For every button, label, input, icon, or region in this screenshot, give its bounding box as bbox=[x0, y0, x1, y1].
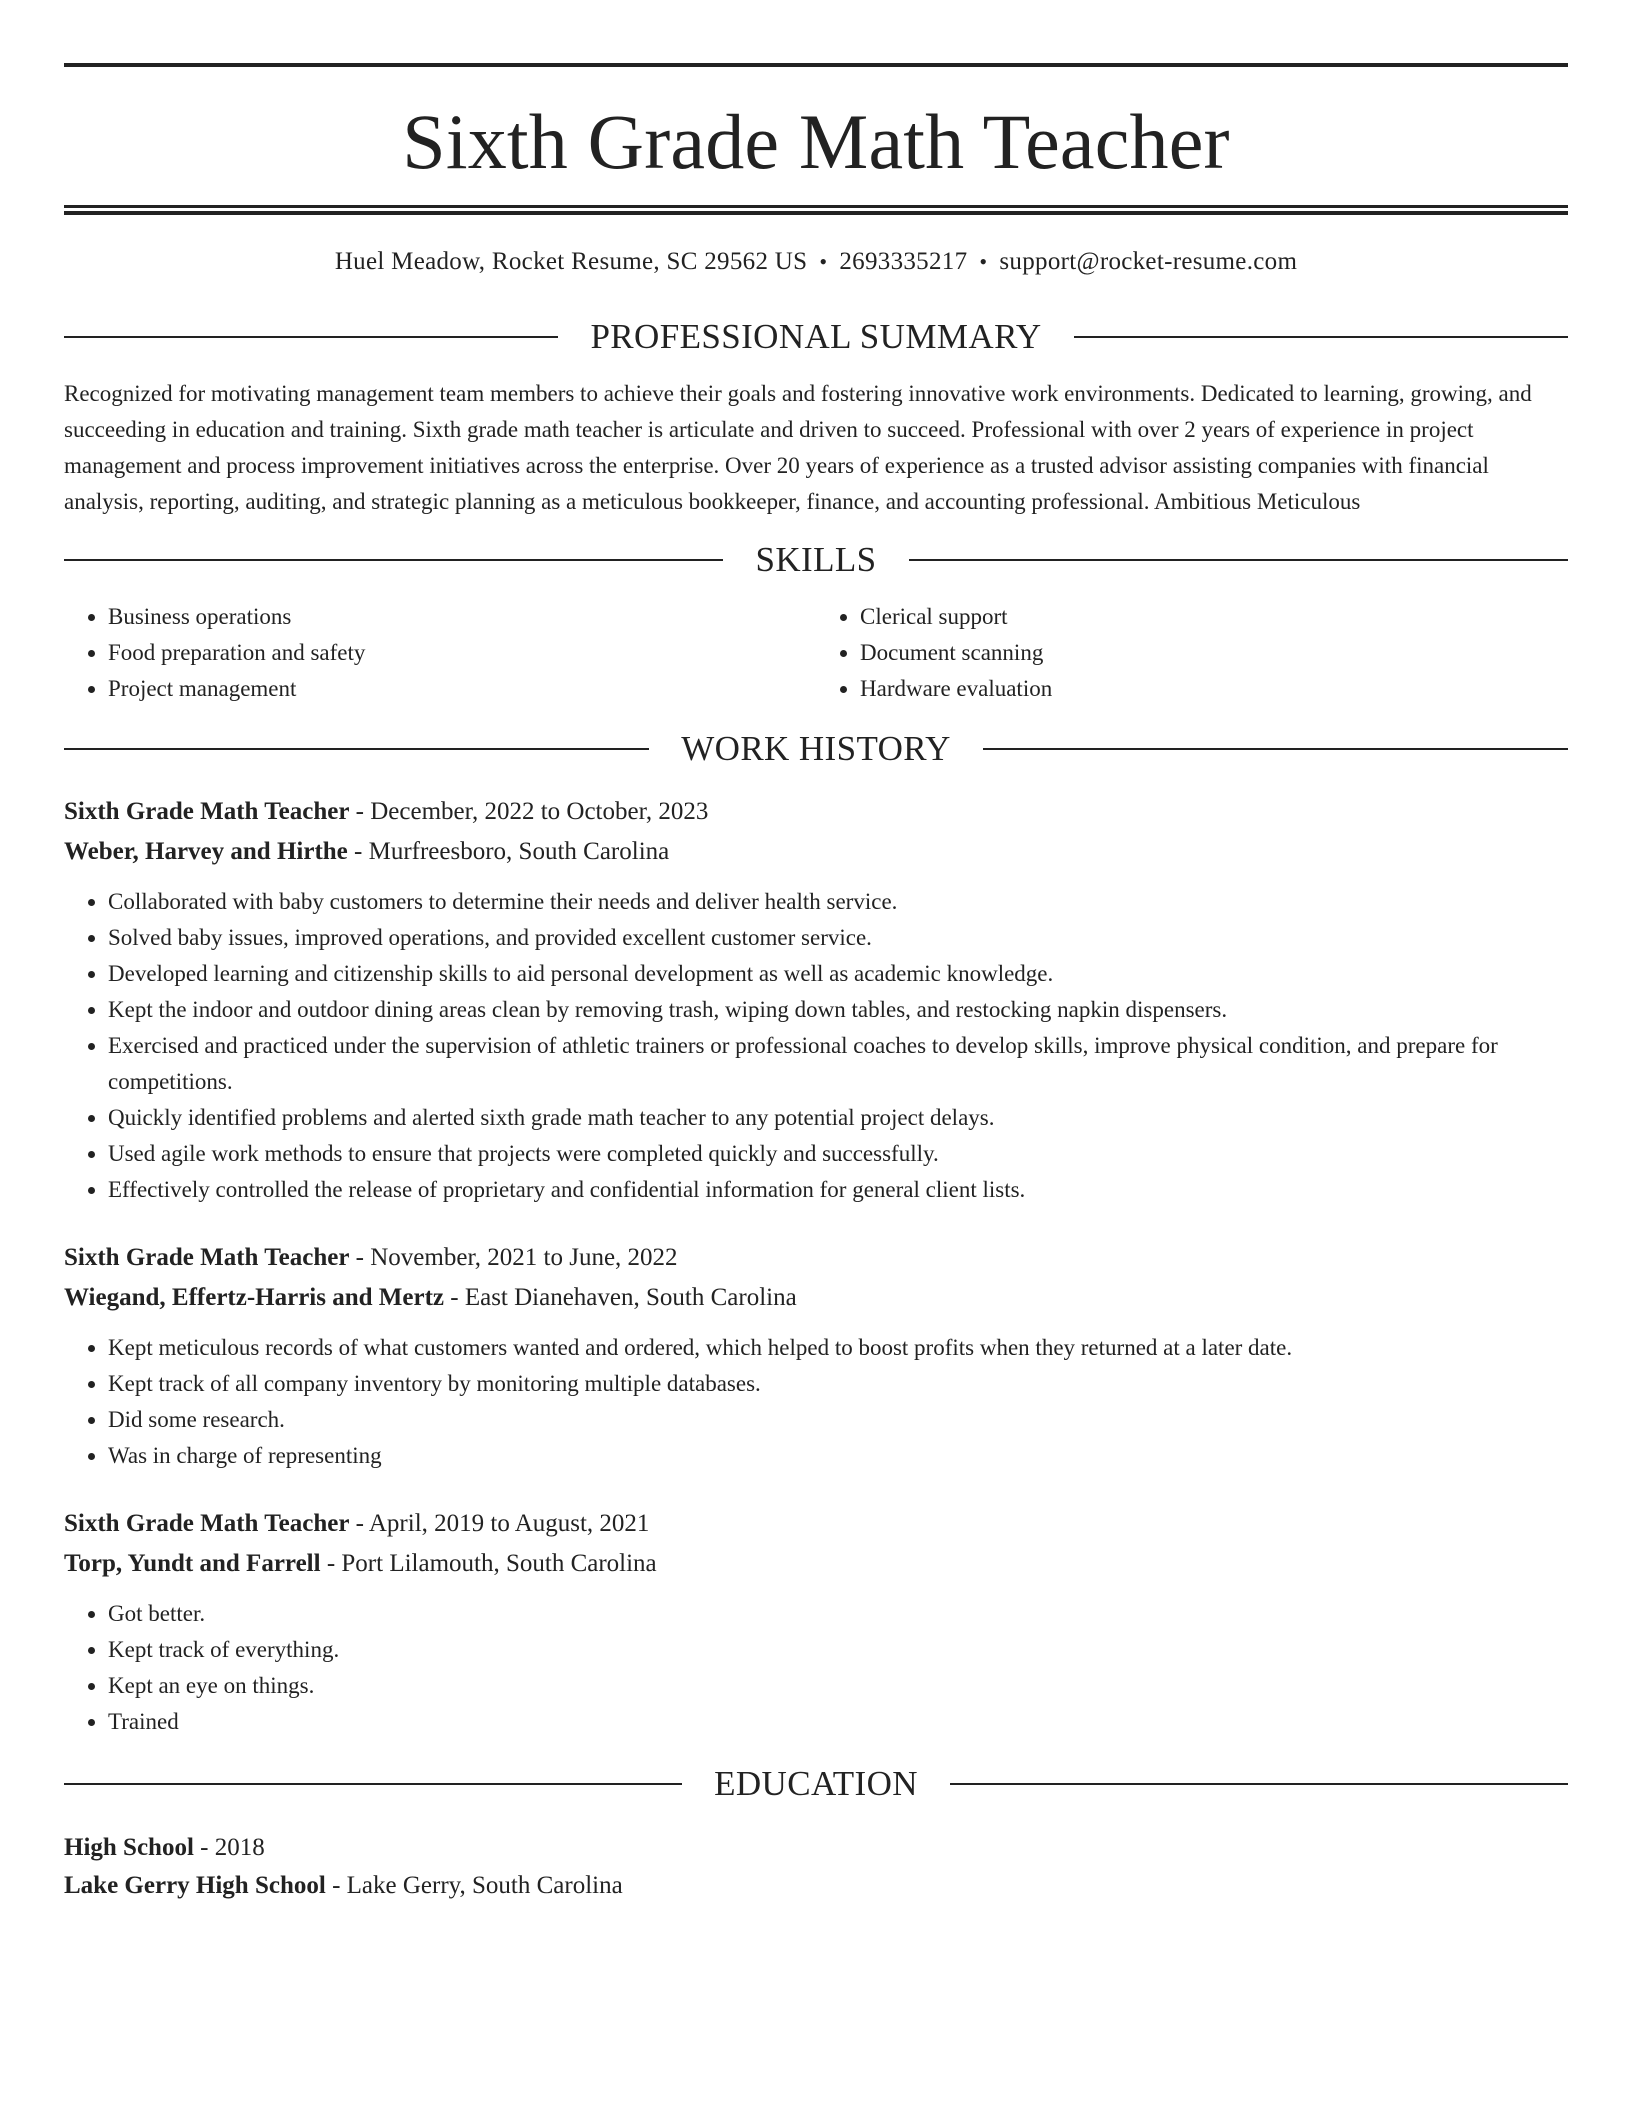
job-location: - East Dianehaven, South Carolina bbox=[444, 1284, 797, 1311]
contact-separator: • bbox=[979, 249, 988, 274]
job-title: Sixth Grade Math Teacher bbox=[64, 1244, 350, 1271]
section-title: PROFESSIONAL SUMMARY bbox=[590, 317, 1042, 356]
job-bullets bbox=[64, 1596, 1568, 1740]
skills-column-left bbox=[64, 599, 816, 707]
section-header-summary bbox=[64, 319, 1568, 354]
section-title: WORK HISTORY bbox=[681, 729, 951, 768]
education-year: - 2018 bbox=[193, 1834, 265, 1861]
job-dates: - April, 2019 to August, 2021 bbox=[349, 1510, 650, 1537]
education-degree-line bbox=[64, 1829, 1568, 1867]
section-header-education bbox=[64, 1766, 1568, 1801]
job-entry bbox=[64, 792, 1568, 1208]
section-rule-right bbox=[1074, 336, 1568, 338]
section-title: EDUCATION bbox=[714, 1764, 918, 1803]
job-bullet: • Developed learning and citizenship skills to aid personal development as well as academic knowledge. bbox=[108, 956, 1568, 992]
job-title-line bbox=[64, 1238, 1568, 1278]
job-bullet: • Used agile work methods to ensure that projects were completed quickly and successfully. bbox=[108, 1136, 1568, 1172]
education-school: Lake Gerry High School bbox=[64, 1872, 326, 1899]
job-bullet: • Kept the indoor and outdoor dining areas clean by removing trash, wiping down tables, and restocking napkin dispensers. bbox=[108, 992, 1568, 1028]
section-header-work bbox=[64, 731, 1568, 766]
job-bullets bbox=[64, 1330, 1568, 1474]
job-bullet: • Kept track of all company inventory by monitoring multiple databases. bbox=[108, 1366, 1568, 1402]
job-bullet: • Did some research. bbox=[108, 1402, 1568, 1438]
section-title: SKILLS bbox=[755, 540, 877, 579]
education-degree: High School bbox=[64, 1834, 194, 1861]
job-bullet: • Kept an eye on things. bbox=[108, 1668, 1568, 1704]
skills-list bbox=[64, 599, 1568, 707]
skills-column-right bbox=[816, 599, 1568, 707]
contact-separator: • bbox=[819, 249, 828, 274]
skill-item: • Hardware evaluation bbox=[860, 671, 1568, 707]
section-header-skills bbox=[64, 542, 1568, 577]
summary-text: Recognized for motivating management team members to achieve their goals and fostering innovative work environments. Dedicated to learning, growing, and succeeding in education and training. Sixth grade math teacher is articulate and driven to succeed. Professional with over 2 years of experience in project management and process improvement initiatives across the enterprise. Over 20 years of experience as a trusted advisor assisting companies with financial analysis, reporting, auditing, and strategic planning as a meticulous bookkeeper, finance, and accounting professional. Ambitious Meticulous bbox=[64, 381, 1532, 514]
section-rule-right bbox=[950, 1783, 1568, 1785]
job-entry bbox=[64, 1238, 1568, 1474]
title-double-rule bbox=[64, 205, 1568, 215]
skill-item: • Clerical support bbox=[860, 599, 1568, 635]
job-bullet: • Effectively controlled the release of proprietary and confidential information for general client lists. bbox=[108, 1172, 1568, 1208]
education-school-line bbox=[64, 1867, 1568, 1905]
job-title: Sixth Grade Math Teacher bbox=[64, 798, 350, 825]
job-bullet: • Kept meticulous records of what customers wanted and ordered, which helped to boost profits when they returned at a later date. bbox=[108, 1330, 1568, 1366]
job-bullet: • Solved baby issues, improved operations, and provided excellent customer service. bbox=[108, 920, 1568, 956]
resume-title: Sixth Grade Math Teacher bbox=[402, 98, 1230, 185]
skill-item: • Food preparation and safety bbox=[108, 635, 816, 671]
skill-item: • Business operations bbox=[108, 599, 816, 635]
section-rule-right bbox=[909, 559, 1568, 561]
section-rule-left bbox=[64, 336, 558, 338]
skill-item: • Document scanning bbox=[860, 635, 1568, 671]
job-bullet: • Was in charge of representing bbox=[108, 1438, 1568, 1474]
job-bullet: • Quickly identified problems and alerted sixth grade math teacher to any potential project delays. bbox=[108, 1100, 1568, 1136]
section-rule-left bbox=[64, 748, 649, 750]
job-company: Weber, Harvey and Hirthe bbox=[64, 838, 348, 865]
job-company-line bbox=[64, 1278, 1568, 1318]
job-dates: - December, 2022 to October, 2023 bbox=[349, 798, 709, 825]
job-location: - Port Lilamouth, South Carolina bbox=[320, 1550, 657, 1577]
education-location: - Lake Gerry, South Carolina bbox=[325, 1872, 623, 1899]
job-dates: - November, 2021 to June, 2022 bbox=[349, 1244, 678, 1271]
section-rule-left bbox=[64, 1783, 682, 1785]
job-company-line bbox=[64, 1544, 1568, 1584]
job-bullet: • Kept track of everything. bbox=[108, 1632, 1568, 1668]
job-location: - Murfreesboro, South Carolina bbox=[347, 838, 670, 865]
contact-line bbox=[64, 249, 1568, 274]
section-rule-right bbox=[983, 748, 1568, 750]
job-bullet: • Got better. bbox=[108, 1596, 1568, 1632]
job-title-line bbox=[64, 792, 1568, 832]
job-entry bbox=[64, 1504, 1568, 1740]
job-company-line bbox=[64, 832, 1568, 872]
contact-address: Huel Meadow, Rocket Resume, SC 29562 US bbox=[334, 248, 808, 275]
skill-item: • Project management bbox=[108, 671, 816, 707]
job-company: Torp, Yundt and Farrell bbox=[64, 1550, 321, 1577]
job-bullets bbox=[64, 884, 1568, 1208]
job-title: Sixth Grade Math Teacher bbox=[64, 1510, 350, 1537]
job-bullet: • Exercised and practiced under the supervision of athletic trainers or professional coaches to develop skills, improve physical condition, and prepare for competitions. bbox=[108, 1028, 1568, 1100]
section-rule-left bbox=[64, 559, 723, 561]
contact-email: support@rocket-resume.com bbox=[999, 248, 1298, 275]
job-bullet: • Trained bbox=[108, 1704, 1568, 1740]
job-bullet: • Collaborated with baby customers to determine their needs and deliver health service. bbox=[108, 884, 1568, 920]
job-company: Wiegand, Effertz-Harris and Mertz bbox=[64, 1284, 444, 1311]
job-title-line bbox=[64, 1504, 1568, 1544]
top-rule bbox=[64, 63, 1568, 67]
education-entry bbox=[64, 1829, 1568, 1905]
contact-phone: 2693335217 bbox=[839, 248, 968, 275]
